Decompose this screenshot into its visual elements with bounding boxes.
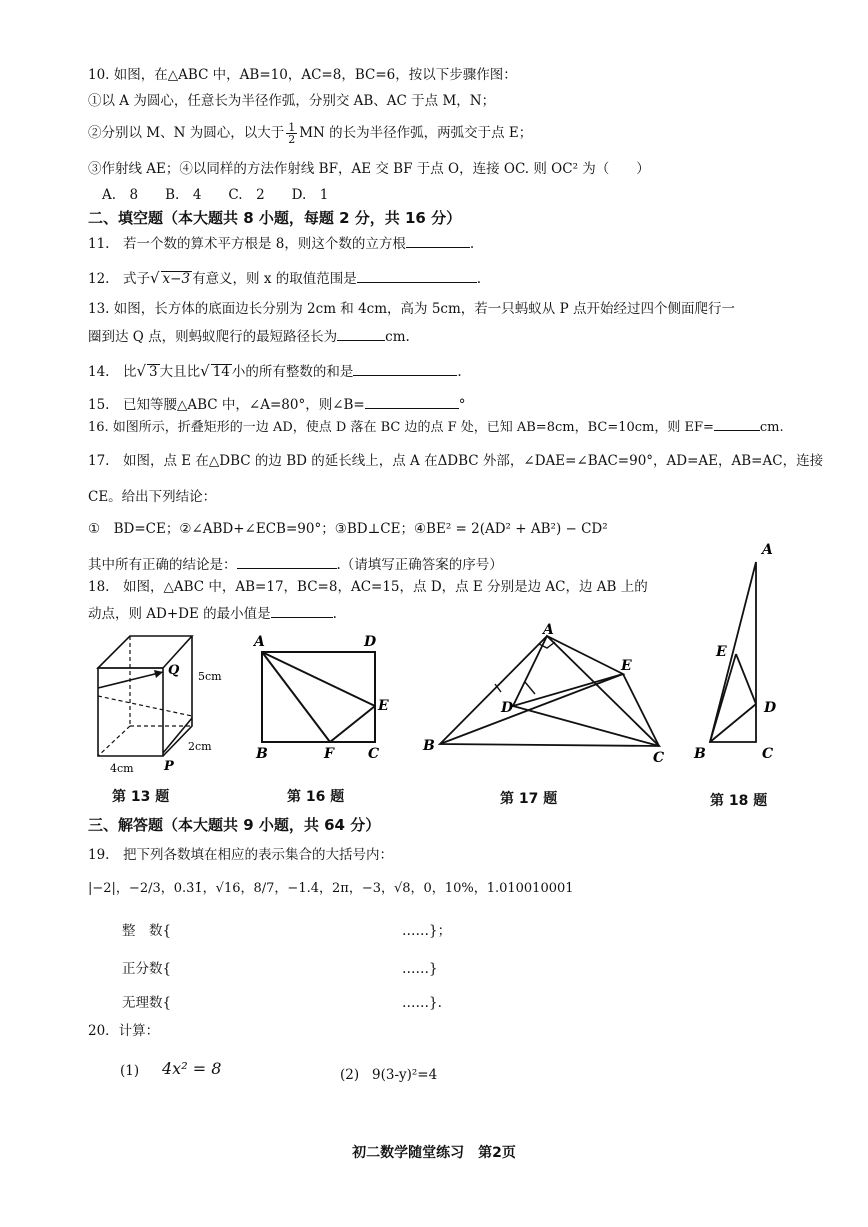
q11 — [88, 233, 474, 253]
hidden-edge-side — [98, 726, 130, 756]
q18-line2-pre: 动点，则 AD+DE 的最小值是 — [88, 606, 271, 622]
segment-ae — [262, 652, 375, 706]
q10-step2-pre: ②分别以 M、N 为圆心，以大于 — [88, 125, 285, 141]
q18-line1: 18. 如图，△ABC 中，AB=17，BC=8，AC=15，点 D，点 E 分别是边 AC，边 AB 上的 — [88, 579, 648, 595]
figure-16-rectangle — [250, 628, 400, 768]
q12-answer-blank[interactable] — [357, 268, 477, 283]
q20-part2-expression: 9(3-y)²=4 — [372, 1067, 438, 1083]
label-a: A — [762, 542, 773, 558]
half-fraction — [286, 122, 297, 145]
q14-mid2: 小的所有整数的和是 — [231, 364, 354, 380]
figure-18-triangle — [690, 540, 790, 772]
segment-bd — [710, 704, 756, 742]
dim-height: 5cm — [198, 670, 222, 683]
q16-end: cm. — [759, 420, 784, 435]
q17-line4 — [88, 554, 503, 574]
figure-13-cuboid — [88, 628, 238, 776]
fraction-numerator: 1 — [288, 121, 296, 134]
section-fill-in-title: 二、填空题（本大题共 8 小题，每题 2 分，共 16 分） — [88, 209, 462, 227]
figure-17-triangles — [415, 622, 675, 772]
q15-end: ° — [458, 397, 466, 413]
fraction-denominator: 2 — [288, 133, 296, 146]
dim-width: 2cm — [188, 740, 212, 753]
q17-line1: 17. 如图，点 E 在△DBC 的边 BD 的延长线上，点 A 在ΔDBC 外部，∠DAE=∠BAC=90°，AD=AE，AB=AC，连接 — [88, 453, 824, 469]
q11-end: . — [469, 236, 475, 252]
label-b: B — [694, 746, 706, 762]
q14-pre: 14. 比 — [88, 364, 137, 380]
q18-line2-post: . — [332, 606, 337, 622]
set-positive-fractions-label: 正分数{ — [122, 961, 172, 977]
q20-part1-expression: 4x² = 8 — [162, 1059, 222, 1078]
label-e: E — [621, 658, 632, 674]
q10-stem: 10. 如图，在△ABC 中，AB=10，AC=8，BC=6，按以下步骤作图： — [88, 67, 517, 83]
q11-text: 11. 若一个数的算术平方根是 8，则这个数的立方根 — [88, 236, 406, 252]
q17-line4-post: .（请填写正确答案的序号） — [336, 557, 503, 573]
figure-18-caption: 第 18 题 — [710, 793, 768, 809]
q13-line2-post: cm. — [385, 329, 410, 345]
q13-line2-pre: 圈到达 Q 点，则蚂蚁爬行的最短路径长为 — [88, 329, 338, 345]
q16-text: 16. 如图所示，折叠矩形的一边 AD，使点 D 落在 BC 边的点 F 处，已知 AB=8cm，BC=10cm，则 EF= — [88, 420, 714, 435]
q17-line4-pre: 其中所有正确的结论是： — [88, 557, 237, 573]
segment-ec — [623, 674, 659, 746]
q19-numbers: |−2|，−2/3，0.3̇1̇，√16，8/7，−1.4，2π，−3，√8，0，10%，1.010010001 — [88, 881, 574, 896]
q13-line2 — [88, 326, 410, 346]
q17-line3: ① BD=CE；②∠ABD+∠ECB=90°；③BD⊥CE；④BE² = 2(AD² + AB²) − CD² — [88, 521, 608, 537]
q16 — [88, 416, 784, 437]
label-d: D — [501, 700, 514, 716]
q14-mid1: 大且比 — [159, 364, 201, 380]
q14-radicand-3: 3 — [149, 364, 158, 380]
q17-answer-blank[interactable] — [237, 554, 337, 569]
triangle-abc — [440, 636, 659, 746]
figure-13-caption: 第 13 题 — [112, 789, 170, 805]
segment-ed — [736, 654, 756, 704]
ant-path-dashed — [98, 696, 192, 716]
segment-be — [440, 674, 623, 744]
section-answer-title: 三、解答题（本大题共 9 小题，共 64 分） — [88, 816, 381, 834]
q18-answer-blank[interactable] — [271, 603, 333, 618]
label-f: F — [324, 746, 334, 762]
q15-answer-blank[interactable] — [365, 394, 459, 409]
q14 — [88, 361, 462, 381]
q16-answer-blank[interactable] — [714, 416, 760, 431]
label-d: D — [364, 634, 377, 650]
set-integers-label: 整 数{ — [122, 923, 172, 939]
q19-stem: 19. 把下列各数填在相应的表示集合的大括号内： — [88, 847, 393, 863]
label-b: B — [423, 738, 435, 754]
segment-dc — [513, 706, 659, 746]
q10-step1: ①以 A 为圆心，任意长为半径作弧，分别交 AB、AC 于点 M，N； — [88, 93, 496, 109]
sqrt-icon: √ — [136, 362, 147, 380]
q12 — [88, 268, 481, 288]
sqrt-icon: √ — [200, 362, 210, 380]
q20-stem: 20．计算： — [88, 1023, 160, 1039]
q10-options: A. 8 B. 4 C. 2 D. 1 — [102, 187, 329, 203]
segment-be — [710, 654, 736, 742]
segment-fe — [330, 706, 375, 742]
q13-line1: 13. 如图，长方体的底面边长分别为 2cm 和 4cm，高为 5cm，若一只蚂蚁从 P 点开始经过四个侧面爬行一 — [88, 301, 735, 317]
label-e: E — [716, 644, 727, 660]
q11-answer-blank[interactable] — [406, 233, 470, 248]
set-irrationals-label: 无理数{ — [122, 995, 172, 1011]
label-b: B — [256, 746, 268, 762]
q10-step2-post: MN 的长为半径作弧，两弧交于点 E； — [299, 125, 533, 141]
q17-line2: CE。给出下列结论： — [88, 489, 217, 505]
q14-radicand-14: 14 — [212, 364, 230, 380]
label-d: D — [764, 700, 777, 716]
q18-line2 — [88, 603, 337, 623]
label-e: E — [378, 698, 389, 714]
label-a: A — [254, 634, 265, 650]
q10-step3: ③作射线 AE；④以同样的方法作射线 BF，AE 交 BF 于点 O，连接 OC. 则 OC² 为（ ） — [88, 161, 650, 177]
sqrt-icon: √ — [149, 269, 160, 287]
q12-pre: 12. 式子 — [88, 271, 150, 287]
figure-16-caption: 第 16 题 — [287, 789, 345, 805]
q10-step2 — [88, 122, 532, 145]
label-c: C — [368, 746, 380, 762]
q14-answer-blank[interactable] — [353, 361, 457, 376]
q12-mid: 有意义，则 x 的取值范围是 — [192, 271, 357, 287]
dim-length: 4cm — [110, 762, 134, 775]
q13-answer-blank[interactable] — [337, 326, 385, 341]
q15 — [88, 394, 466, 414]
q12-radicand: x−3 — [162, 271, 191, 287]
set-integers-tail: ……}； — [402, 923, 452, 939]
label-q: Q — [168, 663, 180, 678]
arrow-head-icon — [154, 670, 163, 678]
label-a: A — [543, 622, 554, 638]
segment-af — [262, 652, 330, 742]
label-c: C — [653, 750, 665, 766]
q20-part2-label: (2) — [340, 1067, 360, 1083]
tick-mark-icon — [525, 682, 535, 694]
label-p: P — [164, 759, 174, 774]
q20-part1-label: (1) — [120, 1063, 140, 1079]
figure-17-caption: 第 17 题 — [500, 791, 558, 807]
q15-text: 15. 已知等腰△ABC 中，∠A=80°，则∠B= — [88, 397, 365, 413]
set-irrationals-tail: ……}. — [402, 995, 442, 1011]
cuboid-right-edges — [163, 636, 192, 756]
page-footer: 初二数学随堂练习 第2页 — [352, 1145, 516, 1161]
set-positive-fractions-tail: ……} — [402, 961, 438, 977]
label-c: C — [762, 746, 774, 762]
q14-end: . — [457, 364, 462, 380]
q12-end: . — [476, 271, 482, 287]
